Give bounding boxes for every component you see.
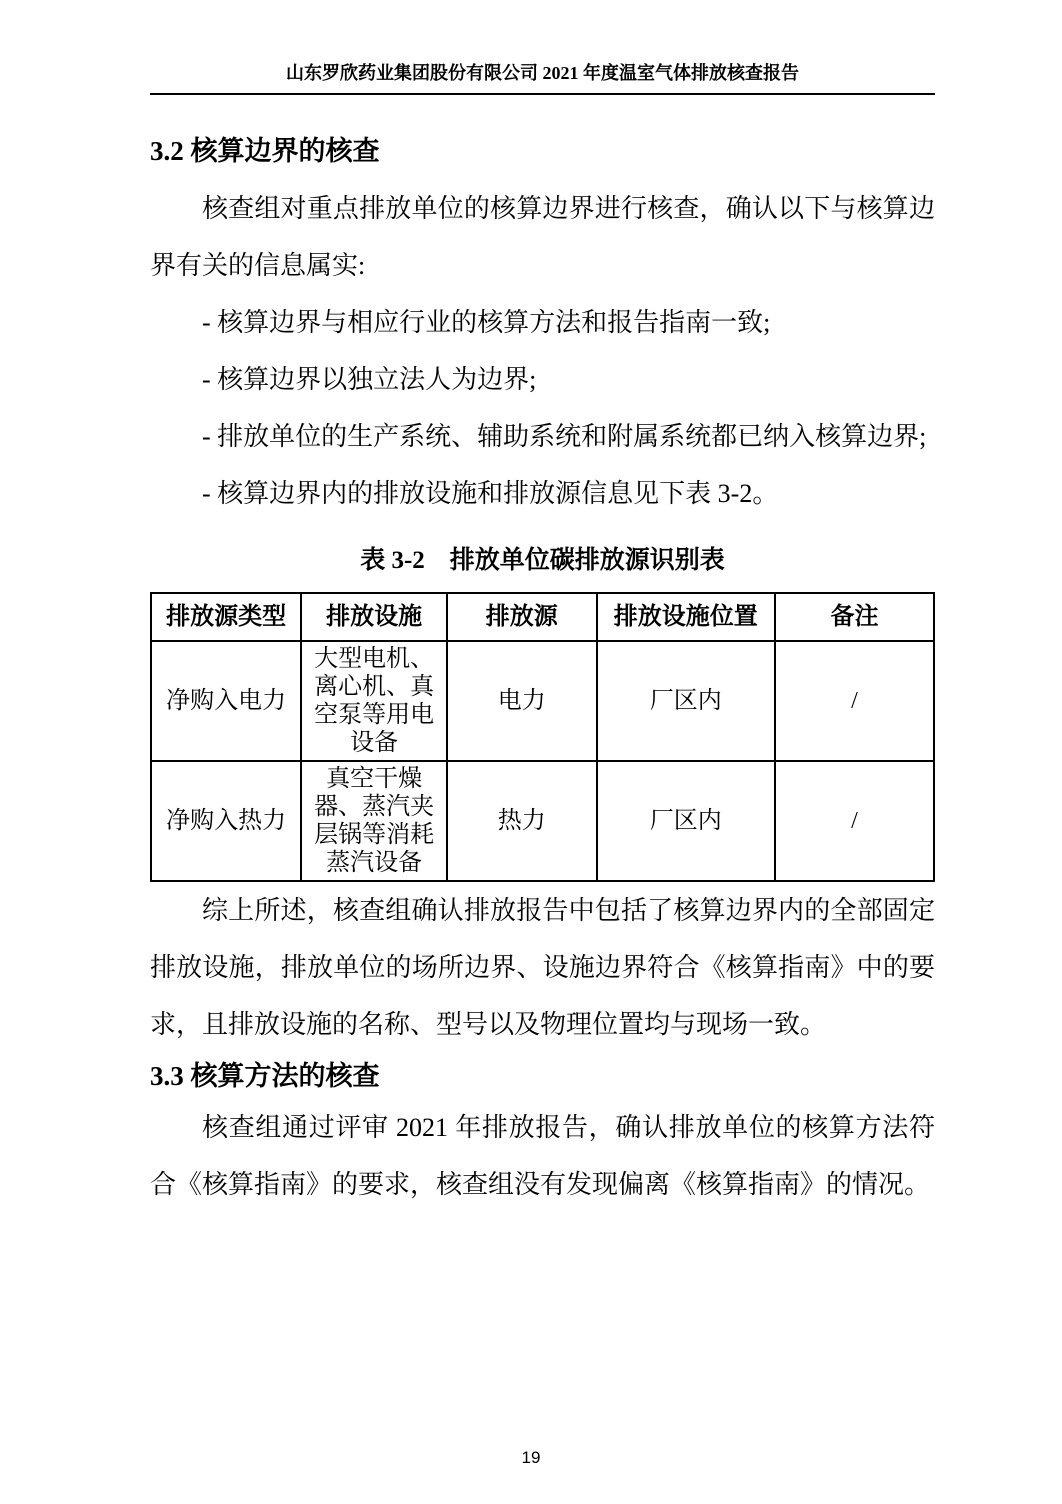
- table-row-purchased-electricity: [151, 641, 934, 761]
- page-number: 19: [521, 1448, 541, 1467]
- cell-location: 厂区内: [597, 761, 776, 881]
- header-rule: [150, 93, 935, 95]
- emission-source-table: [150, 592, 935, 882]
- cell-remark: /: [775, 641, 934, 761]
- col-header-facility-location: 排放设施位置: [597, 593, 776, 641]
- cell-source-type: 净购入电力: [151, 641, 301, 761]
- cell-source-type: 净购入热力: [151, 761, 301, 881]
- cell-remark: /: [775, 761, 934, 881]
- bullet-see-table-3-2: - 核算边界内的排放设施和排放源信息见下表 3-2。: [202, 479, 779, 508]
- table-header-row: [151, 593, 934, 641]
- col-header-emission-source: 排放源: [447, 593, 597, 641]
- cell-location: 厂区内: [597, 641, 776, 761]
- bullet-accounting-method-consistent: - 核算边界与相应行业的核算方法和报告指南一致;: [202, 308, 771, 337]
- section-3-3-heading: 3.3 核算方法的核查: [150, 1061, 380, 1091]
- cell-source: 热力: [447, 761, 597, 881]
- col-header-emission-facility: 排放设施: [301, 593, 447, 641]
- cell-facility: 大型电机、离心机、真空泵等用电设备: [301, 641, 447, 761]
- page-content: [0, 62, 1062, 1213]
- bullet-systems-included: - 排放单位的生产系统、辅助系统和附属系统都已纳入核算边界;: [202, 422, 927, 451]
- cell-source: 电力: [447, 641, 597, 761]
- section-3-2-intro-paragraph: 核查组对重点排放单位的核算边界进行核查，确认以下与核算边界有关的信息属实:: [150, 194, 935, 280]
- col-header-remarks: 备注: [775, 593, 934, 641]
- bullet-legal-entity-boundary: - 核算边界以独立法人为边界;: [202, 365, 537, 394]
- table-3-2-caption: 表 3-2 排放单位碳排放源识别表: [360, 547, 725, 574]
- table-row-purchased-heat: [151, 761, 934, 881]
- section-3-2-conclusion-paragraph: 综上所述，核查组确认排放报告中包括了核算边界内的全部固定排放设施，排放单位的场所边界、设施边界符合《核算指南》中的要求，且排放设施的名称、型号以及物理位置均与现场一致。: [150, 896, 935, 1039]
- section-3-2-heading: 3.2 核算边界的核查: [150, 136, 380, 166]
- col-header-emission-source-type: 排放源类型: [151, 593, 301, 641]
- cell-facility: 真空干燥器、蒸汽夹层锅等消耗蒸汽设备: [301, 761, 447, 881]
- report-header-title: 山东罗欣药业集团股份有限公司 2021 年度温室气体排放核查报告: [286, 63, 799, 83]
- section-3-3-body-paragraph: 核查组通过评审 2021 年排放报告，确认排放单位的核算方法符合《核算指南》的要求，核查组没有发现偏离《核算指南》的情况。: [150, 1113, 935, 1199]
